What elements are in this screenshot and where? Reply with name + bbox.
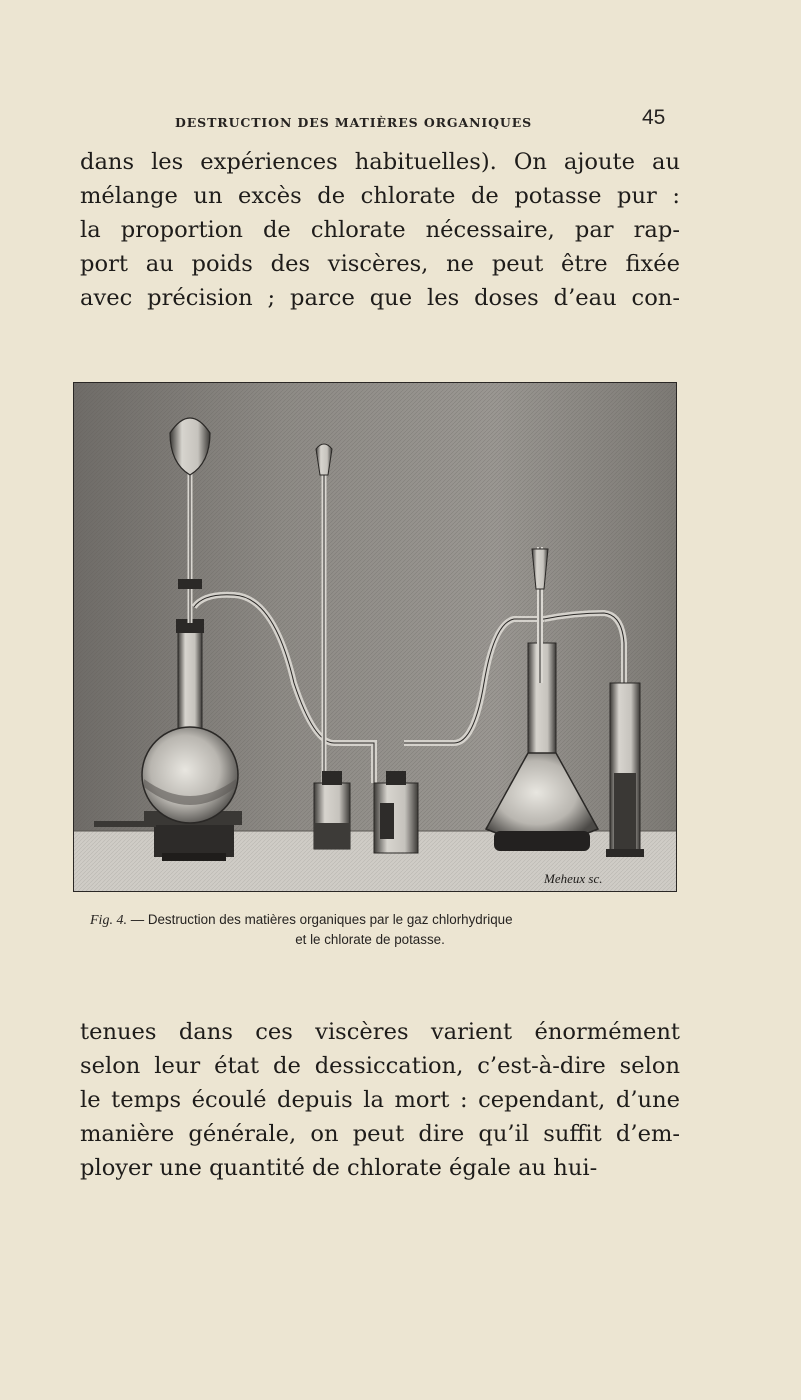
caption-dash: — (130, 912, 145, 927)
figure-label: Fig. 4. (90, 913, 127, 928)
text-line: mélange un excès de chlorate de potasse pur : (80, 183, 680, 209)
apparatus-illustration (74, 383, 676, 891)
text-line: le temps écoulé depuis la mort : cependant, d’une (80, 1087, 680, 1113)
text-line: port au poids des viscères, ne peut être fixée (80, 251, 680, 277)
wash-bottle (314, 771, 350, 849)
caption-line-1 (90, 910, 690, 930)
engraving-figure (73, 382, 677, 892)
running-title: DESTRUCTION DES MATIÈRES ORGANIQUES (175, 115, 533, 130)
engraver-signature: Meheux sc. (544, 871, 603, 886)
text-line: dans les expériences habituelles). On ajoute au (80, 149, 680, 175)
caption-line-2: et le chlorate de potasse. (295, 932, 445, 947)
text-line: la proportion de chlorate nécessaire, par rap- (80, 217, 680, 243)
figure-caption (90, 910, 690, 949)
text-line: avec précision ; parce que les doses d’eau con- (80, 285, 680, 311)
text-line: tenues dans ces viscères varient énormément (80, 1019, 680, 1045)
text-line: manière générale, on peut dire qu’il suffit d’em- (80, 1121, 680, 1147)
text-line: ployer une quantité de chlorate égale au hui- (80, 1155, 598, 1181)
graduated-cylinder (606, 683, 644, 857)
caption-text-1: Destruction des matières organiques par le gaz chlorhydrique (147, 912, 513, 927)
text-line: selon leur état de dessiccation, c’est-à-dire selon (80, 1053, 680, 1079)
paragraph-bottom (80, 1015, 680, 1185)
page-number: 45 (642, 106, 666, 129)
absorption-bottle (374, 771, 418, 853)
paragraph-top (80, 145, 680, 315)
